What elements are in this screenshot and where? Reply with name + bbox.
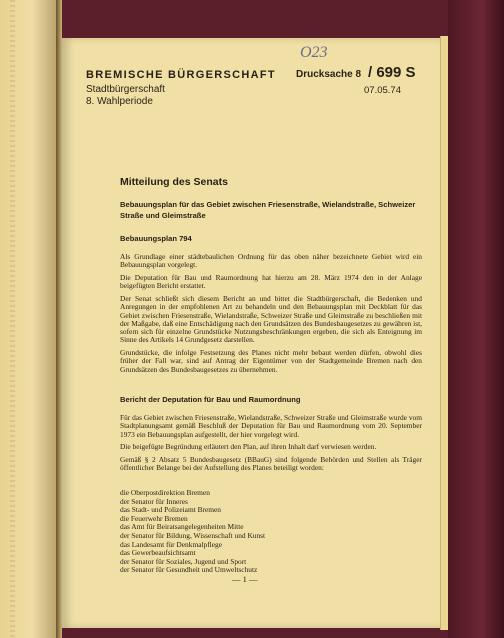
list-item: das Gewerbeaufsichtsamt xyxy=(120,548,196,558)
section-heading: Bericht der Deputation für Bau und Raumordnung xyxy=(120,395,301,404)
chamber-name: Stadtbürgerschaft xyxy=(86,84,165,95)
paragraph: Für das Gebiet zwischen Friesenstraße, Wielandstraße, Schweizer Straße und Gleimstraße wurde vom Stadtplanungsamt gemäß Beschluß der Deputation für Bau und Raumordnung vom 20. September 1973 ein Bebauungsplan aufgestellt, der hier vorgelegt wird. xyxy=(120,413,422,439)
list-item: der Senator für Gesundheit und Umweltschutz xyxy=(120,565,258,575)
binder-cover-edge xyxy=(448,0,504,638)
list-item: die Feuerwehr Bremen xyxy=(120,513,188,523)
list-item: der Senator für Bildung, Wissenschaft und Kunst xyxy=(120,530,266,540)
list-item: der Senator für Soziales, Jugend und Sport xyxy=(120,556,247,566)
list-item: das Stadt- und Polizeiamt Bremen xyxy=(120,505,221,515)
binder-left-page-edge xyxy=(0,0,58,638)
parliament-name: BREMISCHE BÜRGERSCHAFT xyxy=(86,69,276,81)
paragraph: Der Senat schließt sich diesem Bericht an und bittet die Stadtbürgerschaft, die Bedenken und Anregungen in der empfohlenen Art zu behandeln und den Bebauungsplan mit Deckblatt für das Gebiet zwischen Friesenstraße, Wielandstraße, Schweizer Straße und Gleimstraße zu beschließen mit der Maßgabe, daß eine Entschädigung nach den Grundsätzen des Bundesbaugesetzes zu gewähren ist, sofern sich für einzelne Grundstücke Nutzungsbeschränkungen ergeben, die sich als Enteignung im Sinne des Artikels 14 Grundgesetz darstellen. xyxy=(120,293,422,345)
paragraph: Die beigefügte Begründung erläutert den Plan, auf ihren Inhalt darf verwiesen werden. xyxy=(120,442,377,452)
paragraph: Die Deputation für Bau und Raumordnung hat hierzu am 28. März 1974 den in der Anlage beigefügten Bericht erstattet. xyxy=(120,272,422,291)
binder-holes xyxy=(10,0,15,638)
plan-number: Bebauungsplan 794 xyxy=(120,234,192,243)
document-subtitle: Bebauungsplan für das Gebiet zwischen Friesenstraße, Wielandstraße, Schweizer Straße und Gleimstraße xyxy=(120,200,416,220)
legislative-period: 8. Wahlperiode xyxy=(86,96,153,107)
document-title: Mitteilung des Senats xyxy=(120,176,228,188)
paragraph: Gemäß § 2 Absatz 5 Bundesbaugesetz (BBauG) sind folgende Behörden und Stellen als Träger öffentlicher Belange bei der Aufstellung des Planes beteiligt worden: xyxy=(120,454,422,473)
page-number: — 1 — xyxy=(232,574,258,584)
document-date: 07.05.74 xyxy=(364,85,401,96)
list-item: das Landesamt für Denkmalpflege xyxy=(120,539,222,549)
paragraph: Als Grundlage einer städtebaulichen Ordnung für das oben näher bezeichnete Gebiet wird ein Bebauungsplan vorgelegt. xyxy=(120,252,422,270)
list-item: der Senator für Inneres xyxy=(120,496,188,506)
senate-text xyxy=(120,253,422,378)
list-item: das Amt für Beiratsangelegenheiten Mitte xyxy=(120,522,244,532)
participant-list xyxy=(120,489,422,575)
drucksache-number: / 699 S xyxy=(368,64,416,81)
paragraph: Grundstücke, die infolge Festsetzung des Planes nicht mehr bebaut werden dürfen, obwohl dies früher der Fall war, sind auf Antrag der Eigentümer von der Stadtgemeinde Bremen nach den Grundsätzen des Bundesbaugesetzes zu übernehmen. xyxy=(120,348,422,374)
handwritten-note: O23 xyxy=(300,44,328,61)
deputation-report-text xyxy=(120,414,422,477)
list-item: die Oberpostdirektion Bremen xyxy=(120,488,210,497)
drucksache-label: Drucksache 8 xyxy=(296,69,362,80)
